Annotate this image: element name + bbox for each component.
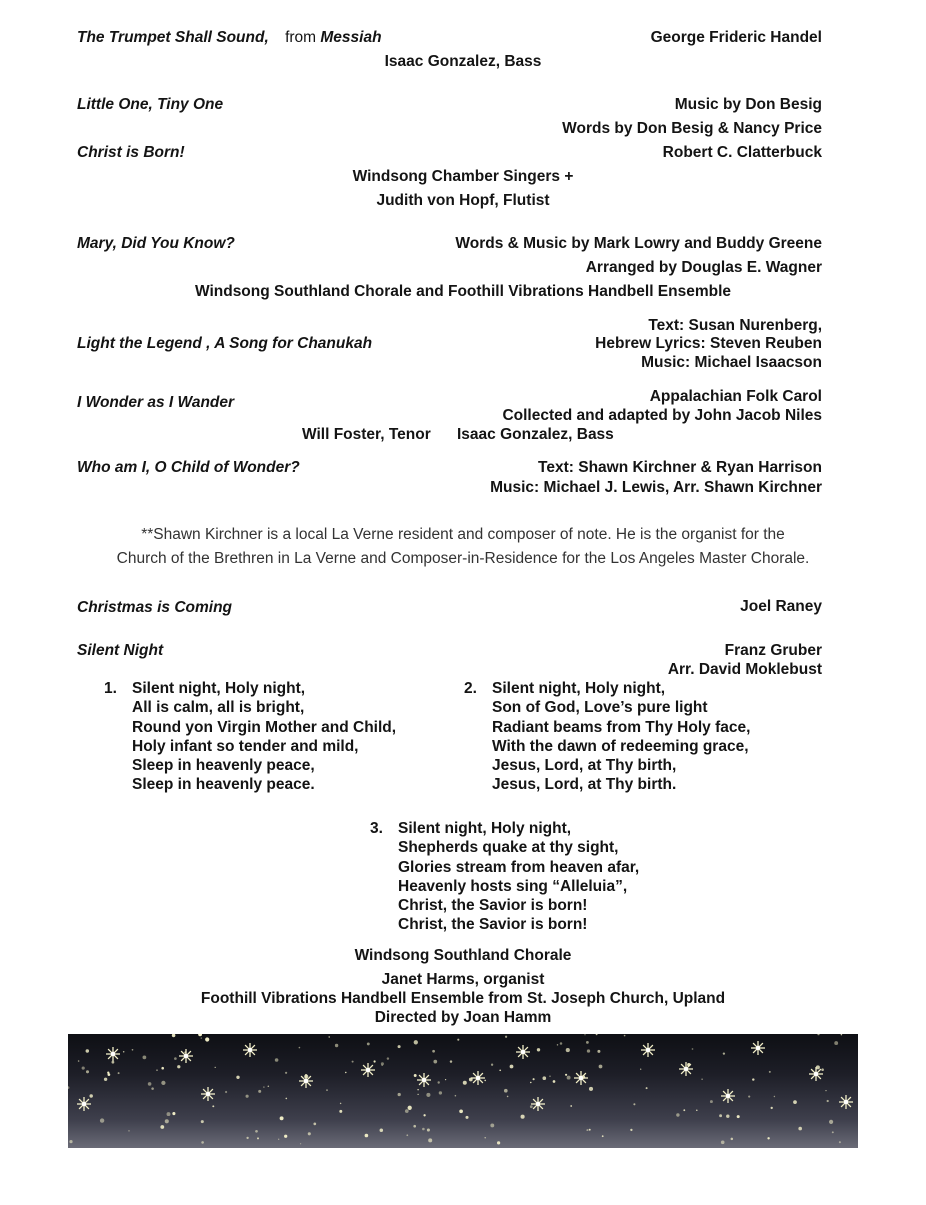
star-dot	[640, 1069, 641, 1070]
star-dot	[367, 1042, 370, 1045]
star-dot	[829, 1120, 833, 1124]
star-dot	[630, 1129, 632, 1131]
star-dot	[445, 1079, 446, 1080]
performer: Windsong Southland Chorale and Foothill Vibrations Handbell Ensemble	[194, 283, 732, 300]
star-dot	[676, 1113, 679, 1116]
star-dot	[827, 1100, 829, 1102]
star-dot	[710, 1100, 713, 1103]
star-burst	[531, 1097, 545, 1111]
performer: Isaac Gonzalez, Bass	[457, 426, 614, 443]
star-dot	[398, 1093, 401, 1096]
verse-line: Son of God, Love’s pure light	[492, 699, 708, 717]
closing-credit: Directed by Joan Hamm	[374, 1009, 552, 1026]
verse-line: Radiant beams from Thy Holy face,	[492, 718, 751, 736]
verse-line: Shepherds quake at thy sight,	[398, 839, 619, 857]
star-burst	[77, 1097, 91, 1111]
star-dot	[78, 1060, 80, 1062]
verse-line: Silent night, Holy night,	[398, 820, 572, 837]
star-dot	[499, 1069, 501, 1071]
star-dot	[817, 1034, 819, 1035]
verse-line: Jesus, Lord, at Thy birth.	[492, 776, 677, 794]
program-title: Christ is Born!	[77, 144, 185, 161]
note-line: Church of the Brethren in La Verne and Composer-in-Residence for the Los Angeles Master Chorale.	[116, 550, 810, 567]
star-dot	[771, 1107, 773, 1109]
star-dot	[246, 1095, 249, 1098]
star-dot	[82, 1067, 85, 1070]
star-dot	[414, 1074, 417, 1077]
star-dot	[118, 1072, 120, 1074]
star-dot	[406, 1134, 408, 1136]
star-dot	[201, 1141, 204, 1144]
star-dot	[557, 1044, 558, 1045]
verse-line: Sleep in heavenly peace,	[132, 757, 315, 775]
star-dot	[834, 1041, 838, 1045]
composer: Joel Raney	[740, 598, 822, 615]
star-dot	[599, 1065, 603, 1069]
star-dot	[433, 1060, 437, 1064]
star-field	[68, 1034, 858, 1148]
star-dot	[413, 1125, 416, 1128]
program-title: Who am I, O Child of Wonder?	[77, 459, 300, 476]
verse-line: Silent night, Holy night,	[492, 680, 666, 697]
star-dot	[408, 1106, 412, 1110]
star-dot	[340, 1103, 342, 1105]
star-dot	[285, 1072, 287, 1074]
star-dot	[821, 1068, 824, 1071]
star-dot	[463, 1081, 467, 1085]
verse-line: Round yon Virgin Mother and Child,	[132, 718, 397, 736]
star-dot	[280, 1116, 284, 1120]
star-burst	[839, 1095, 853, 1109]
star-dot	[769, 1071, 771, 1073]
star-dot	[123, 1051, 125, 1053]
performer: Windsong Chamber Singers +	[352, 168, 574, 185]
star-dot	[263, 1086, 264, 1087]
star-dot	[455, 1095, 457, 1097]
star-dot	[284, 1135, 287, 1138]
star-dot	[268, 1085, 270, 1087]
star-burst	[106, 1047, 120, 1061]
composer-note	[0, 523, 926, 571]
star-dot	[737, 1115, 740, 1118]
star-dot	[205, 1037, 209, 1041]
verse-line: Silent night, Holy night,	[132, 680, 306, 697]
star-dot	[329, 1036, 330, 1037]
composer: Music by Don Besig	[674, 96, 822, 113]
star-dot	[427, 1128, 430, 1131]
star-dot	[422, 1128, 425, 1131]
star-dot	[374, 1060, 376, 1062]
star-dot	[160, 1125, 164, 1129]
star-dot	[86, 1070, 89, 1073]
star-dot	[586, 1129, 588, 1131]
star-dot	[225, 1091, 227, 1093]
composer: Words & Music by Mark Lowry and Buddy Greene	[455, 235, 822, 252]
verse-number: 3.	[370, 820, 383, 837]
star-dot	[437, 1081, 439, 1083]
star-dot	[246, 1137, 248, 1139]
program-title: Mary, Did You Know?	[77, 235, 235, 252]
star-dot	[767, 1137, 769, 1139]
lyricist: Words by Don Besig & Nancy Price	[562, 120, 822, 137]
star-dot	[633, 1103, 635, 1105]
star-dot	[566, 1048, 570, 1052]
star-dot	[748, 1096, 750, 1098]
star-dot	[198, 1034, 202, 1036]
composer: Franz Gruber	[724, 642, 822, 659]
star-dot	[839, 1141, 841, 1143]
program-title: Little One, Tiny One	[77, 96, 224, 113]
star-dot	[530, 1105, 533, 1108]
composer: Robert C. Clatterbuck	[662, 144, 822, 161]
star-dot	[602, 1135, 604, 1137]
star-dot	[521, 1115, 525, 1119]
star-dot	[465, 1116, 468, 1119]
star-dot	[381, 1062, 384, 1065]
star-burst	[679, 1062, 693, 1076]
star-dot	[426, 1093, 430, 1097]
star-dot	[423, 1114, 425, 1116]
verse-line: Sleep in heavenly peace.	[132, 776, 315, 794]
star-dot	[172, 1112, 175, 1115]
star-dot	[584, 1034, 585, 1035]
star-dot	[167, 1112, 171, 1116]
star-dot	[587, 1049, 590, 1052]
star-dot	[586, 1041, 589, 1044]
star-dot	[308, 1132, 311, 1135]
work-title: Messiah	[320, 29, 382, 46]
star-dot	[365, 1134, 369, 1138]
program-title: Christmas is Coming	[77, 599, 233, 616]
star-dot	[212, 1105, 214, 1107]
star-burst	[574, 1071, 588, 1085]
star-dot	[726, 1115, 729, 1118]
star-dot	[215, 1067, 216, 1068]
star-dot	[278, 1139, 279, 1140]
star-dot	[752, 1078, 754, 1080]
star-dot	[832, 1131, 834, 1133]
star-dot	[841, 1034, 843, 1035]
program-title: Light the Legend , A Song for Chanukah	[77, 335, 373, 352]
star-dot	[258, 1090, 261, 1093]
star-dot	[553, 1080, 556, 1083]
star-dot	[459, 1109, 463, 1113]
star-dot	[624, 1035, 626, 1037]
star-dot	[339, 1110, 342, 1113]
star-dot	[723, 1052, 725, 1054]
star-dot	[417, 1094, 418, 1095]
star-dot	[257, 1137, 259, 1139]
star-dot	[439, 1091, 442, 1094]
star-dot	[491, 1064, 493, 1066]
from-label: from	[285, 29, 317, 46]
star-dot	[104, 1078, 107, 1081]
star-dot	[174, 1057, 177, 1060]
program-title: The Trumpet Shall Sound, from Messiah	[77, 29, 382, 46]
star-dot	[285, 1098, 287, 1100]
star-dot	[255, 1130, 258, 1133]
arranger: Arr. David Moklebust	[667, 661, 822, 678]
star-burst	[809, 1067, 823, 1081]
verse-line: Christ, the Savior is born!	[398, 897, 588, 915]
verse-line: Jesus, Lord, at Thy birth,	[492, 757, 677, 775]
star-dot	[148, 1082, 152, 1086]
star-dot	[597, 1050, 600, 1053]
star-dot	[683, 1109, 685, 1111]
star-dot	[589, 1129, 591, 1131]
lyricist: Hebrew Lyrics: Steven Reuben	[595, 335, 822, 352]
star-dot	[151, 1087, 154, 1090]
star-dot	[484, 1137, 485, 1138]
star-dot	[692, 1048, 694, 1050]
star-dot	[721, 1140, 725, 1144]
composer: Music: Michael Isaacson	[641, 354, 822, 371]
star-dot	[484, 1080, 486, 1082]
closing-credit: Foothill Vibrations Handbell Ensemble from St. Joseph Church, Upland	[200, 990, 726, 1007]
star-dot	[275, 1058, 279, 1062]
star-dot	[89, 1094, 92, 1097]
star-dot	[731, 1138, 734, 1141]
closing-credit: Janet Harms, organist	[381, 971, 545, 988]
star-dot	[505, 1036, 507, 1038]
star-dot	[567, 1076, 571, 1080]
star-dot	[86, 1049, 89, 1052]
star-dot	[69, 1140, 72, 1143]
star-dot	[201, 1037, 202, 1038]
star-dot	[128, 1130, 129, 1131]
star-dot	[490, 1123, 494, 1127]
star-burst	[751, 1041, 765, 1055]
performer: Isaac Gonzalez, Bass	[384, 53, 542, 70]
performer: Will Foster, Tenor	[302, 426, 431, 443]
star-burst	[299, 1074, 313, 1088]
star-dot	[165, 1119, 169, 1123]
star-dot	[161, 1067, 164, 1070]
star-dot	[414, 1040, 418, 1044]
lyricist: Text: Susan Nurenberg,	[648, 317, 822, 334]
star-dot	[565, 1074, 567, 1076]
starry-sky-banner	[68, 1034, 858, 1148]
star-dot	[313, 1123, 316, 1126]
star-dot	[560, 1042, 563, 1045]
star-burst	[179, 1049, 193, 1063]
star-dot	[701, 1079, 702, 1080]
star-dot	[352, 1061, 354, 1063]
star-dot	[417, 1089, 418, 1090]
verse-line: All is calm, all is bright,	[132, 699, 305, 717]
star-dot	[132, 1049, 134, 1051]
verse-number: 1.	[104, 680, 117, 697]
program-title: Silent Night	[77, 642, 164, 659]
arranger: Arranged by Douglas E. Wagner	[585, 259, 822, 276]
star-dot	[177, 1065, 180, 1068]
star-dot	[236, 1076, 239, 1079]
star-burst	[243, 1043, 257, 1057]
verse-number: 2.	[464, 680, 477, 697]
star-dot	[68, 1086, 69, 1089]
star-dot	[549, 1076, 550, 1077]
star-dot	[326, 1089, 327, 1090]
program-title: I Wonder as I Wander	[77, 394, 235, 411]
star-dot	[504, 1089, 508, 1093]
star-dot	[533, 1078, 535, 1080]
star-dot	[450, 1060, 452, 1062]
star-dot	[646, 1087, 648, 1089]
star-dot	[793, 1100, 797, 1104]
star-dot	[719, 1114, 722, 1117]
star-dot	[530, 1082, 531, 1083]
star-dot	[380, 1128, 384, 1132]
star-burst	[471, 1071, 485, 1085]
arranger: Collected and adapted by John Jacob Niles	[502, 407, 822, 424]
star-dot	[825, 1090, 826, 1091]
star-dot	[345, 1072, 346, 1073]
star-burst	[417, 1073, 431, 1087]
verse-line: With the dawn of redeeming grace,	[492, 737, 749, 755]
star-dot	[542, 1076, 546, 1080]
composer: Music: Michael J. Lewis, Arr. Shawn Kirchner	[490, 479, 822, 496]
star-dot	[774, 1096, 775, 1097]
star-burst	[201, 1087, 215, 1101]
note-line: **Shawn Kirchner is a local La Verne resident and composer of note. He is the organist for the	[141, 526, 785, 543]
star-dot	[537, 1048, 540, 1051]
verse-line: Glories stream from heaven afar,	[398, 858, 640, 876]
star-dot	[299, 1047, 301, 1049]
star-dot	[300, 1143, 301, 1144]
star-dot	[156, 1069, 158, 1071]
star-dot	[387, 1057, 389, 1059]
performer: Judith von Hopf, Flutist	[376, 192, 550, 209]
verse-line: Holy infant so tender and mild,	[132, 737, 359, 755]
star-dot	[405, 1109, 409, 1113]
composer: George Frideric Handel	[650, 29, 822, 46]
star-dot	[696, 1109, 698, 1111]
star-burst	[721, 1089, 735, 1103]
star-dot	[570, 1105, 572, 1107]
star-burst	[516, 1045, 530, 1059]
star-dot	[100, 1118, 104, 1122]
star-dot	[507, 1096, 509, 1098]
star-dot	[107, 1072, 109, 1074]
star-dot	[143, 1056, 147, 1060]
verse-line: Heavenly hosts sing “Alleluia”,	[398, 877, 628, 895]
star-dot	[112, 1061, 115, 1064]
star-dot	[589, 1087, 593, 1091]
star-dot	[432, 1050, 435, 1053]
lyricist: Text: Shawn Kirchner & Ryan Harrison	[538, 459, 822, 476]
star-dot	[201, 1120, 204, 1123]
star-dot	[172, 1034, 176, 1037]
star-dot	[428, 1138, 432, 1142]
star-burst	[641, 1043, 655, 1057]
star-dot	[798, 1127, 802, 1131]
star-burst	[361, 1063, 375, 1077]
closing-credit: Windsong Southland Chorale	[354, 947, 572, 964]
star-dot	[398, 1045, 401, 1048]
verse-line: Christ, the Savior is born!	[398, 916, 588, 934]
star-dot	[335, 1044, 338, 1047]
star-dot	[510, 1065, 514, 1069]
star-dot	[457, 1039, 459, 1041]
star-dot	[497, 1141, 500, 1144]
star-dot	[161, 1081, 165, 1085]
star-dot	[596, 1034, 598, 1035]
composer: Appalachian Folk Carol	[649, 388, 822, 405]
